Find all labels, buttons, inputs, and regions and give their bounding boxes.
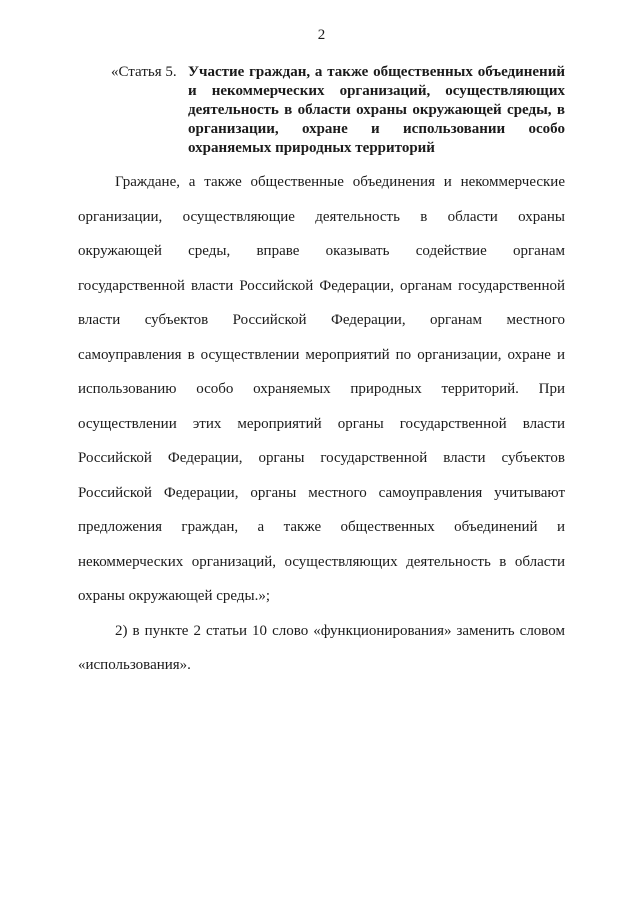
article-heading-title-line: и некоммерческих организаций, осуществляющих: [188, 83, 565, 99]
body-text-line: власти субъектов Российской Федерации, органам местного: [78, 312, 565, 328]
body-text-line: использованию особо охраняемых природных территорий. При: [78, 381, 565, 397]
body-text-line: Российской Федерации, органы местного самоуправления учитывают: [78, 484, 565, 501]
body-text-line: некоммерческих организаций, осуществляющих деятельность в области: [78, 553, 565, 570]
article-heading-title: [188, 63, 565, 158]
body-text-line: окружающей среды, вправе оказывать содействие органам: [78, 243, 565, 259]
page-number: 2: [317, 27, 326, 43]
body-text-line: осуществлении этих мероприятий органы государственной власти: [78, 415, 565, 432]
article-heading-title-line: Участие граждан, а также общественных объединений: [188, 64, 565, 80]
article-heading-label: «Статья 5.: [111, 64, 177, 80]
body-text-line: Российской Федерации, органы государственной власти субъектов: [78, 450, 565, 466]
body-text-line: организации, осуществляющие деятельность в области охраны: [78, 208, 565, 225]
body-text-line: Граждане, а также общественные объединения и некоммерческие: [115, 174, 565, 190]
article-heading-title-line: деятельность в области охраны окружающей среды, в: [188, 102, 565, 118]
body-text-line: государственной власти Российской Федерации, органам государственной: [78, 277, 565, 294]
body-text-line: охраны окружающей среды.»;: [78, 588, 270, 604]
body-text-line: «использования».: [78, 657, 191, 673]
body-text-line: самоуправления в осуществлении мероприятий по организации, охране и: [78, 346, 565, 363]
article-heading: [78, 63, 565, 158]
article-heading-title-line: охраняемых природных территорий: [188, 140, 435, 156]
body-text-line: предложения граждан, а также общественных объединений и: [78, 519, 565, 535]
body-text-line: 2) в пункте 2 статьи 10 слово «функционирования» заменить словом: [115, 622, 565, 639]
body-paragraphs: [78, 165, 565, 683]
article-heading-title-line: организации, охране и использовании особо: [188, 121, 565, 137]
